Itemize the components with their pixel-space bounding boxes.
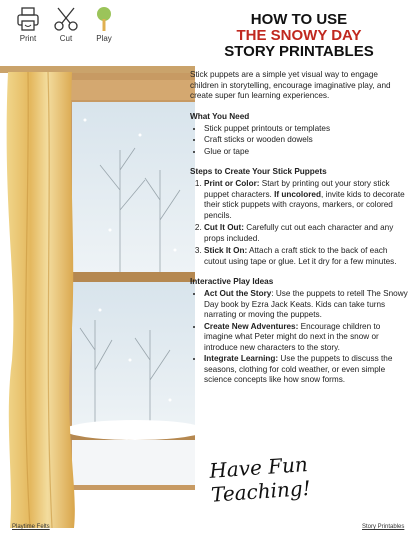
play-ideas-heading: Interactive Play Ideas	[190, 277, 274, 286]
what-you-need-list	[190, 124, 408, 158]
list-item: • Act Out the Story: Use the puppets to retell The Snowy Day book by Ezra Jack Keats. Kids can take turns narrating or moving the puppets.	[204, 289, 408, 321]
step-item: 3. Stick It On: Attach a craft stick to the back of each cutout using tape or glue. Let it dry for a few minutes.	[204, 246, 408, 267]
curtain-rod	[0, 66, 195, 73]
page-title	[190, 12, 408, 60]
intro-paragraph: Stick puppets are a simple yet visual way to engage children in storytelling, encourage imaginative play, and create super fun learning experiences.	[190, 70, 391, 100]
list-item: • Craft sticks or wooden dowels	[204, 135, 408, 146]
cut-icon-item	[48, 6, 84, 43]
instructions-column	[190, 12, 408, 387]
step-item: 1. Print or Color: Start by printing out your story stick puppet characters. If uncolored, invite kids to decorate their stick puppets with crayons, markers, or colored pencils.	[204, 179, 408, 221]
steps-heading: Steps to Create Your Stick Puppets	[190, 167, 327, 176]
window-pane-middle	[72, 282, 195, 432]
curtain	[7, 72, 75, 528]
play-label: Play	[96, 34, 112, 43]
scissors-icon	[53, 6, 79, 32]
window-pane-top	[72, 102, 195, 272]
window-pane-bottom	[72, 440, 195, 485]
list-item: • Glue or tape	[204, 147, 408, 158]
title-line-2: THE SNOWY DAY	[236, 27, 362, 44]
signature-text: Have Fun Teaching!	[208, 451, 312, 507]
list-item: • Create New Adventures: Encourage children to imagine what Peter might do next in the snow or introduce new characters to the story.	[204, 322, 408, 354]
play-icon-item	[86, 6, 122, 43]
footer-link-playtime-felts[interactable]: Playtime Felts	[12, 524, 50, 530]
list-item: • Integrate Learning: Use the puppets to discuss the seasons, clothing for cold weather, or even simple science concepts like how snow forms.	[204, 354, 408, 386]
what-you-need-heading: What You Need	[190, 111, 250, 121]
printer-icon	[15, 6, 41, 32]
footer-link-story-printables[interactable]: Story Printables	[362, 524, 405, 530]
popsicle-stick-icon	[91, 6, 117, 32]
step-item: 2. Cut It Out: Carefully cut out each character and any props included.	[204, 223, 408, 244]
cut-label: Cut	[59, 34, 73, 43]
print-icon-item	[10, 6, 46, 43]
title-line-1: HOW TO USE	[250, 11, 348, 28]
steps-list	[190, 179, 408, 267]
print-label: Print	[19, 34, 37, 43]
icon-strip	[10, 6, 120, 56]
play-ideas-list	[190, 289, 408, 386]
title-line-3: STORY PRINTABLES	[224, 43, 374, 60]
list-item: • Stick puppet printouts or templates	[204, 124, 408, 135]
window-curtain-illustration	[0, 60, 195, 528]
